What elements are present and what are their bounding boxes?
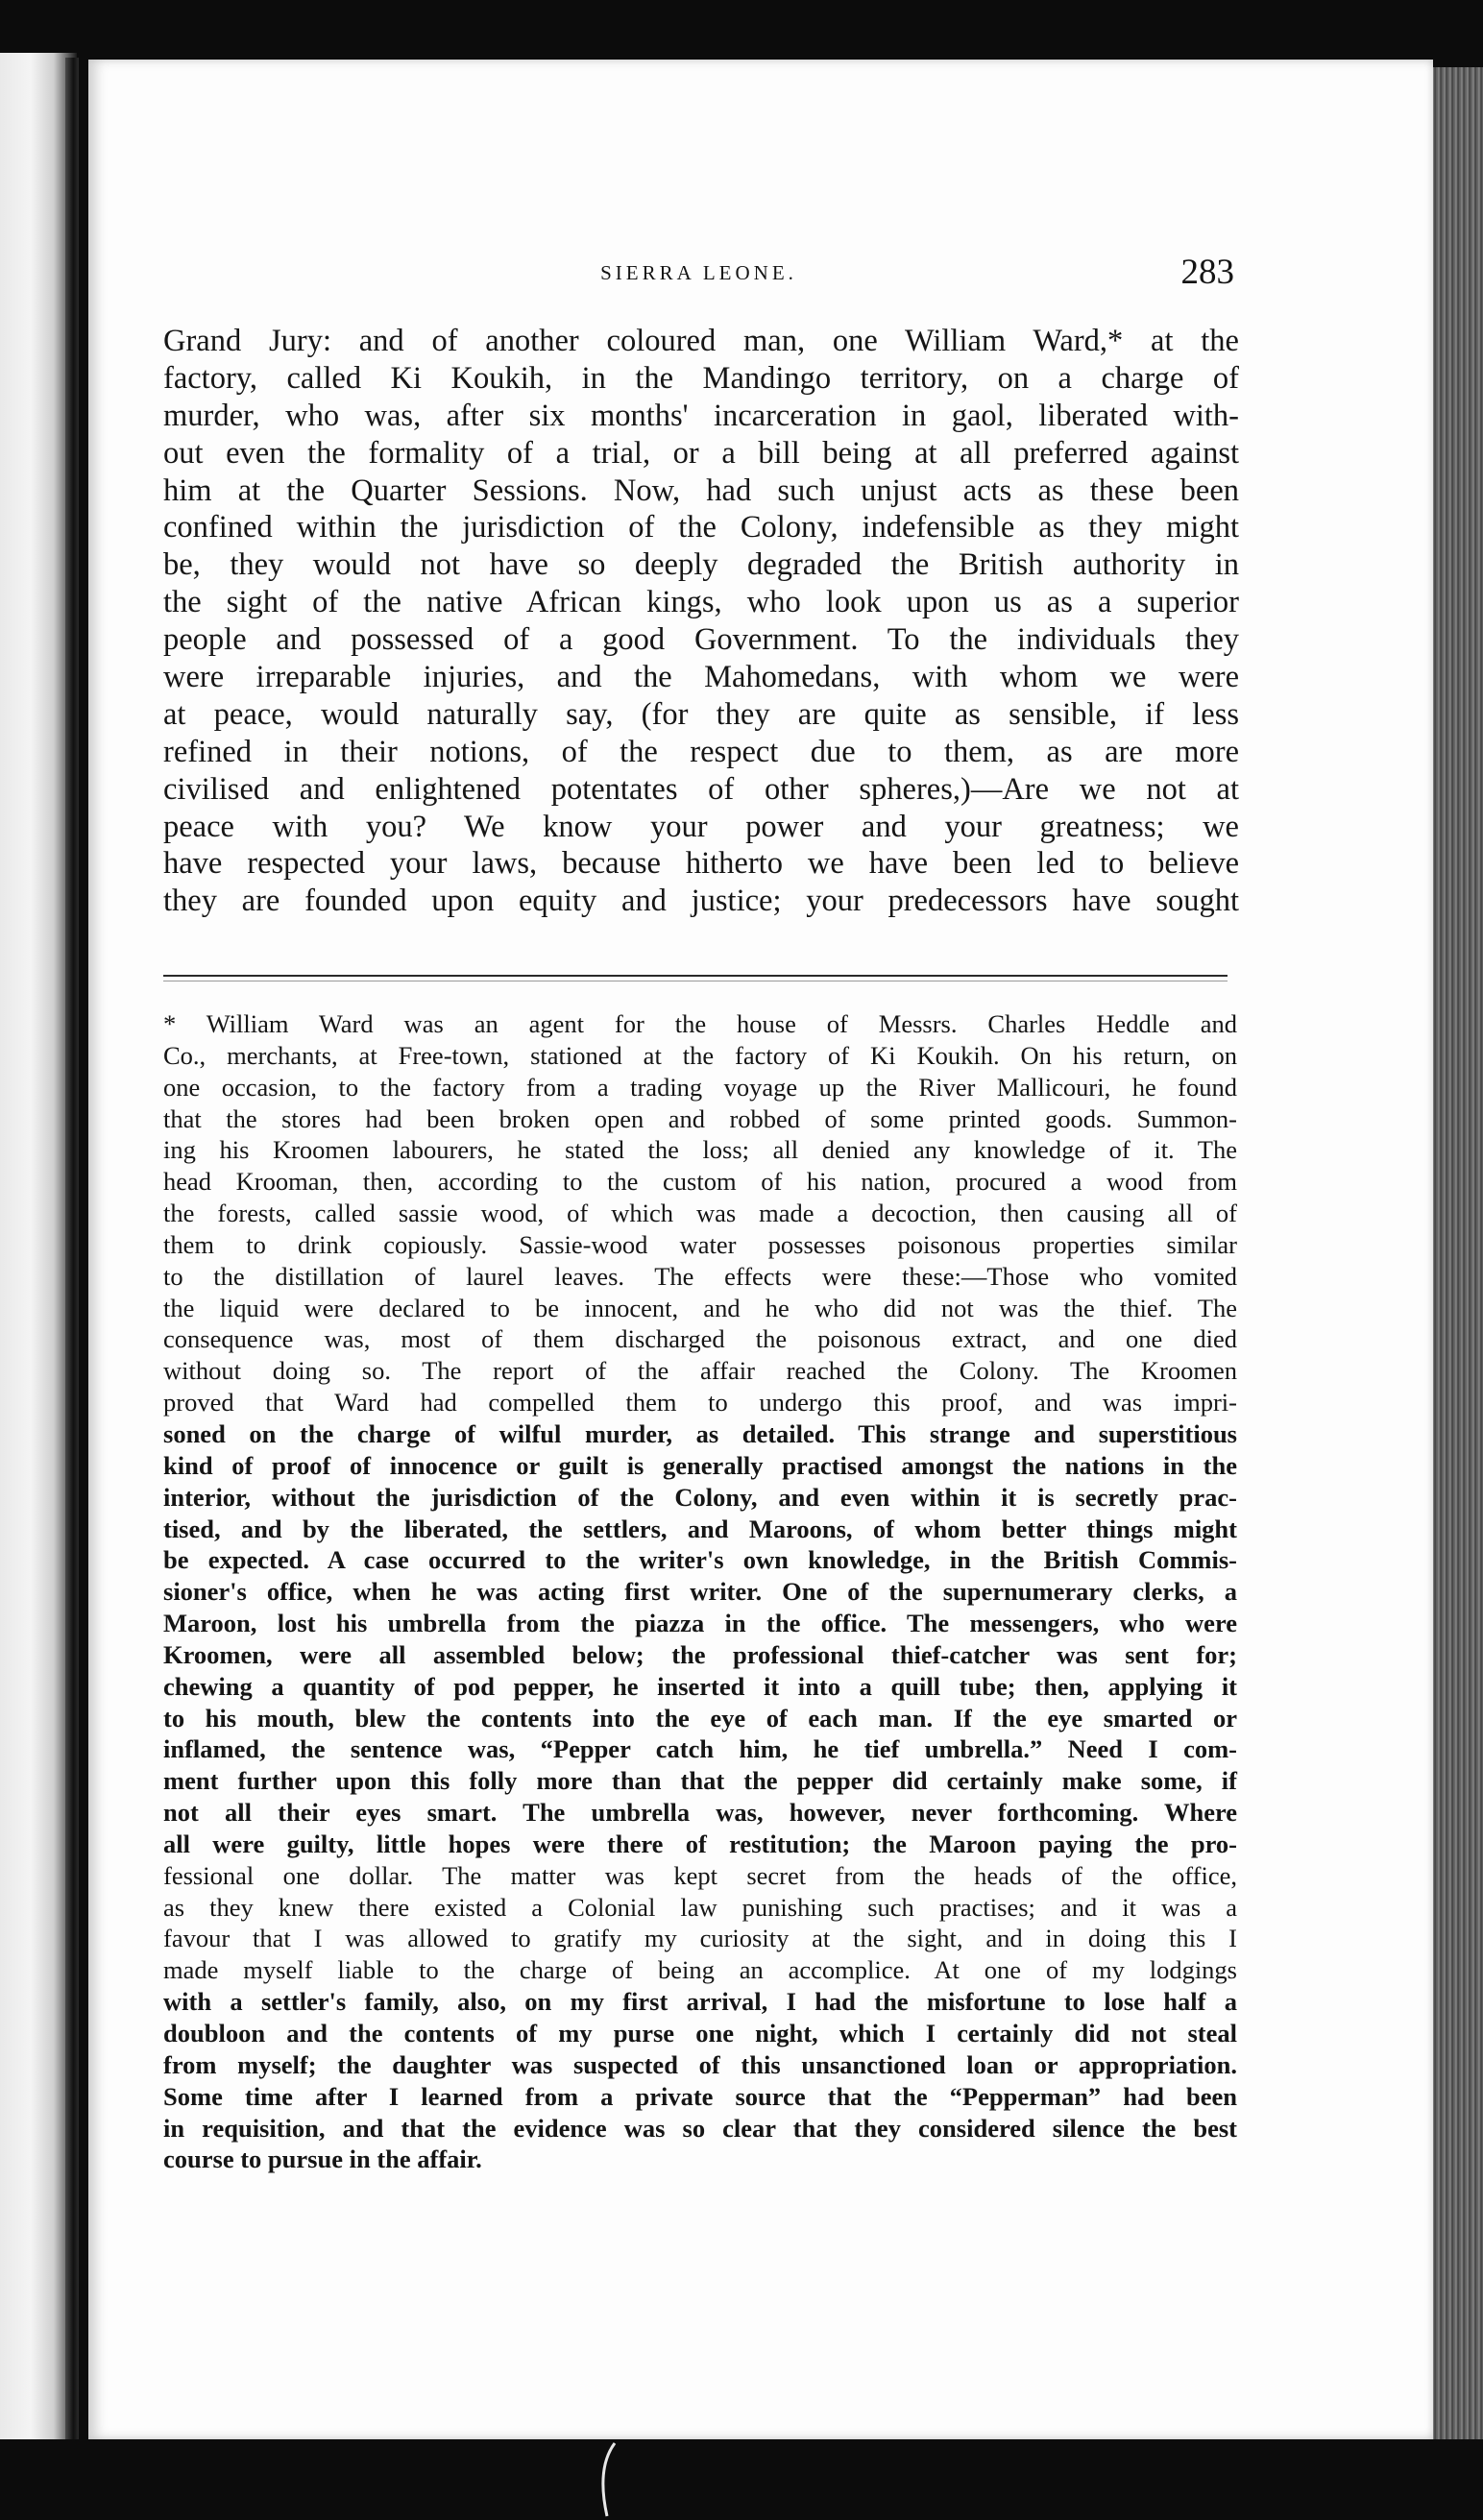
footnote-line: from myself; the daughter was suspected of this unsanctioned loan or appropriation. xyxy=(163,2049,1237,2079)
body-line: civilised and enlightened potentates of other spheres,)—Are we not at xyxy=(163,771,1239,807)
footnote-line: sioner's office, when he was acting first writer. One of the supernumerary clerks, a xyxy=(163,1577,1237,1607)
footnote-line: to his mouth, blew the contents into the eye of each man. If the eye smarted or xyxy=(163,1703,1237,1732)
footnote-line: ment further upon this folly more than that the pepper did certainly make some, if xyxy=(163,1766,1237,1796)
page-stack-edge xyxy=(1431,67,1483,2439)
body-line: Grand Jury: and of another coloured man, one William Ward,* at the xyxy=(163,324,1239,358)
body-line: people and possessed of a good Government. To the individuals they xyxy=(163,622,1239,658)
page-number: 283 xyxy=(1180,253,1234,292)
running-title: SIERRA LEONE. xyxy=(600,261,797,284)
footnote-line: with a settler's family, also, on my first arrival, I had the misfortune to lose half a xyxy=(163,1987,1237,2017)
page-header xyxy=(163,252,1234,300)
body-paragraph xyxy=(163,323,1239,920)
footnote-line: consequence was, most of them discharged the poisonous extract, and one died xyxy=(163,1324,1237,1354)
footnote-line: not all their eyes smart. The umbrella was, however, never forthcoming. Where xyxy=(163,1798,1237,1828)
footnote-line: as they knew there existed a Colonial law punishing such practises; and it was a xyxy=(163,1892,1237,1922)
footnote-line: without doing so. The report of the affair reached the Colony. The Kroomen xyxy=(163,1356,1237,1386)
body-line: confined within the jurisdiction of the Colony, indefensible as they might xyxy=(163,510,1239,545)
body-line: factory, called Ki Koukih, in the Mandingo territory, on a charge of xyxy=(163,360,1239,396)
footnote-line: inflamed, the sentence was, “Pepper catch him, he tief umbrella.” Need I com- xyxy=(163,1734,1237,1764)
footnote-line: in requisition, and that the evidence was so clear that they considered silence the best xyxy=(163,2113,1237,2143)
body-line: refined in their notions, of the respect due to them, as are more xyxy=(163,734,1239,769)
footnote-line: favour that I was allowed to gratify my curiosity at the sight, and in doing this I xyxy=(163,1924,1237,1953)
footnote-line: to the distillation of laurel leaves. The effects were these:—Those who vomited xyxy=(163,1261,1237,1291)
footnote-separator xyxy=(163,975,1228,977)
body-line: they are founded upon equity and justice; your predecessors have sought xyxy=(163,884,1239,919)
footnote-line: the forests, called sassie wood, of which was made a decoction, then causing all of xyxy=(163,1199,1237,1228)
footnote-line: made myself liable to the charge of being an accomplice. At one of my lodgings xyxy=(163,1955,1237,1985)
body-line: murder, who was, after six months' incarceration in gaol, liberated with- xyxy=(163,398,1239,433)
footnote-line: them to drink copiously. Sassie-wood water possesses poisonous properties similar xyxy=(163,1229,1237,1259)
footnote-line: Kroomen, were all assembled below; the professional thief-catcher was sent for; xyxy=(163,1639,1237,1669)
body-line: out even the formality of a trial, or a bill being at all preferred against xyxy=(163,435,1239,471)
footnote xyxy=(163,1008,1237,2175)
body-line: peace with you? We know your power and your greatness; we xyxy=(163,809,1239,844)
body-line: the sight of the native African kings, who look upon us as a superior xyxy=(163,585,1239,620)
footnote-line: Some time after I learned from a private source that the “Pepperman” had been xyxy=(163,2081,1237,2111)
footnote-line: the liquid were declared to be innocent, and he who did not was the thief. The xyxy=(163,1293,1237,1322)
footnote-line: interior, without the jurisdiction of the Colony, and even within it is secretly prac- xyxy=(163,1482,1237,1512)
footnote-line: chewing a quantity of pod pepper, he inserted it into a quill tube; then, applying it xyxy=(163,1671,1237,1701)
book-gutter xyxy=(65,58,79,2439)
body-line: have respected your laws, because hitherto we have been led to believe xyxy=(163,846,1239,882)
footnote-line: Maroon, lost his umbrella from the piazza in the office. The messengers, who were xyxy=(163,1609,1237,1638)
footnote-line: fessional one dollar. The matter was kept secret from the heads of the office, xyxy=(163,1860,1237,1890)
footnote-line: all were guilty, little hopes were there of restitution; the Maroon paying the pro- xyxy=(163,1829,1237,1858)
footnote-line: doubloon and the contents of my purse one night, which I certainly did not steal xyxy=(163,2019,1237,2048)
footnote-line: proved that Ward had compelled them to undergo this proof, and was impri- xyxy=(163,1388,1237,1418)
footnote-line: be expected. A case occurred to the writer's own knowledge, in the British Commis- xyxy=(163,1545,1237,1575)
footnote-line: one occasion, to the factory from a trading voyage up the River Mallicouri, he found xyxy=(163,1072,1237,1102)
page-curl-mark xyxy=(586,2439,644,2520)
footnote-line: head Krooman, then, according to the custom of his nation, procured a wood from xyxy=(163,1167,1237,1197)
body-line: were irreparable injuries, and the Mahomedans, with whom we were xyxy=(163,660,1239,695)
footnote-line: ing his Kroomen labourers, he stated the loss; all denied any knowledge of it. The xyxy=(163,1135,1237,1165)
footnote-line: that the stores had been broken open and robbed of some printed goods. Summon- xyxy=(163,1103,1237,1133)
footnote-line: tised, and by the liberated, the settlers, and Maroons, of whom better things might xyxy=(163,1514,1237,1543)
footnote-line: Co., merchants, at Free-town, stationed at the factory of Ki Koukih. On his return, on xyxy=(163,1040,1237,1070)
footnote-line: kind of proof of innocence or guilt is generally practised amongst the nations in the xyxy=(163,1450,1237,1480)
body-line: at peace, would naturally say, (for they are quite as sensible, if less xyxy=(163,696,1239,732)
body-line: him at the Quarter Sessions. Now, had such unjust acts as these been xyxy=(163,472,1239,508)
footnote-line: * William Ward was an agent for the house of Messrs. Charles Heddle and xyxy=(163,1009,1237,1038)
body-line: be, they would not have so deeply degraded the British authority in xyxy=(163,547,1239,583)
footnote-line: course to pursue in the affair. xyxy=(163,2144,482,2174)
footnote-line: soned on the charge of wilful murder, as detailed. This strange and superstitious xyxy=(163,1418,1237,1448)
